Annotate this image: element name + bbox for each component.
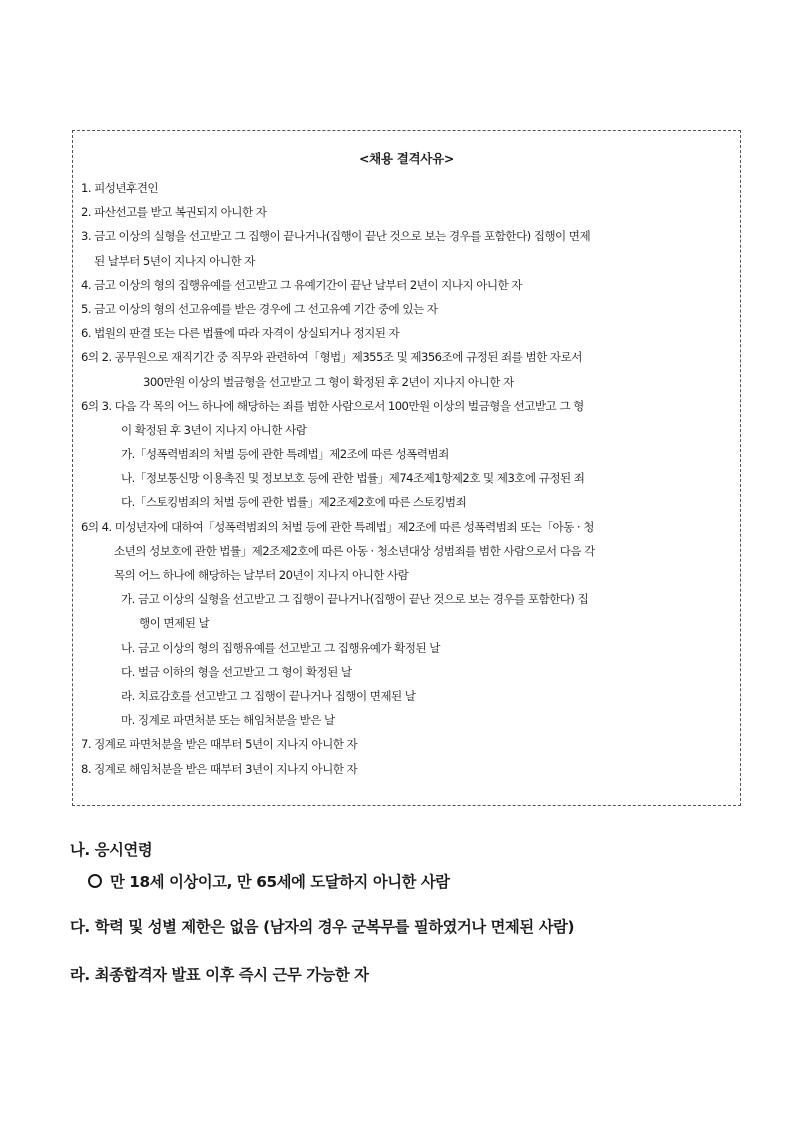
list-item: 6의 4. 미성년자에 대하여「성폭력범죄의 처벌 등에 관한 특례법」제2조에 따른 성폭력범죄 또는「아동 · 청 [81, 519, 594, 534]
list-item-continuation: 목의 어느 하나에 해당하는 날부터 20년이 지나지 아니한 사람 [114, 568, 409, 582]
sub-list-item: 나. 금고 이상의 형의 집행유예를 선고받고 그 집행유예가 확정된 날 [121, 640, 440, 655]
list-item: 3. 금고 이상의 실형을 선고받고 그 집행이 끝나거나(집행이 끝난 것으로 보는 경우를 포함한다) 집행이 면제 [81, 229, 591, 244]
list-item-continuation: 이 확정된 후 3년이 지나지 아니한 사람 [121, 422, 307, 437]
list-item-continuation: 소년의 성보호에 관한 법률」제2조제2호에 따른 아동 · 청소년대상 성범죄를 범한 사람으로서 다음 각 [114, 543, 595, 558]
circle-bullet-icon [88, 874, 102, 888]
sub-list-item: 다. 벌금 이하의 형을 선고받고 그 형이 확정된 날 [121, 664, 352, 679]
sub-list-item: 가. 금고 이상의 실형을 선고받고 그 집행이 끝나거나(집행이 끝난 것으로 보는 경우를 포함한다) 집 [121, 592, 589, 607]
sub-list-item-continuation: 행이 면제된 날 [139, 616, 210, 631]
list-item: 1. 피성년후견인 [81, 181, 158, 195]
list-item: 8. 징계로 해임처분을 받은 때부터 3년이 지나지 아니한 자 [81, 761, 358, 776]
list-item-continuation: 300만원 이상의 벌금형을 선고받고 그 형이 확정된 후 2년이 지나지 아니한 자 [143, 374, 514, 389]
age-heading: 나. 응시연령 [70, 841, 153, 859]
list-item: 6의 3. 다음 각 목의 어느 하나에 해당하는 죄를 범한 사람으로서 100만원 이상의 벌금형을 선고받고 그 형 [81, 398, 584, 413]
list-item: 6. 법원의 판결 또는 다른 법률에 따라 자격이 상실되거나 정지된 자 [81, 326, 400, 341]
age-bullet [88, 870, 450, 892]
sub-list-item: 마. 징계로 파면처분 또는 해임처분을 받은 날 [121, 713, 335, 728]
sub-list-item: 나.「정보통신망 이용촉진 및 정보보호 등에 관한 법률」제74조제1항제2호 및 제3호에 규정된 죄 [121, 471, 585, 486]
box-title: <채용 결격사유> [358, 151, 455, 166]
sub-list-item: 다.「스토킹범죄의 처벌 등에 관한 법률」제2조제2호에 따른 스토킹범죄 [121, 495, 467, 510]
list-item: 5. 금고 이상의 형의 선고유예를 받은 경우에 그 선고유예 기간 중에 있는 자 [81, 301, 438, 316]
education-heading: 다. 학력 및 성별 제한은 없음 (남자의 경우 군복무를 필하였거나 면제된 사람) [70, 918, 575, 936]
age-bullet-text: 만 18세 이상이고, 만 65세에 도달하지 아니한 사람 [110, 873, 450, 891]
sub-list-item: 가.「성폭력범죄의 처벌 등에 관한 특례법」제2조에 따른 성폭력범죄 [121, 447, 449, 462]
list-item: 4. 금고 이상의 형의 집행유예를 선고받고 그 유예기간이 끝난 날부터 2년이 지나지 아니한 자 [81, 277, 522, 292]
availability-heading: 라. 최종합격자 발표 이후 즉시 근무 가능한 자 [70, 966, 369, 984]
list-item: 7. 징계로 파면처분을 받은 때부터 5년이 지나지 아니한 자 [81, 737, 358, 752]
sub-list-item: 라. 치료감호를 선고받고 그 집행이 끝나거나 집행이 면제된 날 [121, 688, 416, 703]
list-item-continuation: 된 날부터 5년이 지나지 아니한 자 [94, 253, 255, 268]
disqualification-box [72, 130, 741, 806]
list-item: 6의 2. 공무원으로 재직기간 중 직무와 관련하여「형법」제355조 및 제356조에 규정된 죄를 범한 자로서 [81, 350, 582, 365]
list-item: 2. 파산선고를 받고 복권되지 아니한 자 [81, 205, 267, 220]
